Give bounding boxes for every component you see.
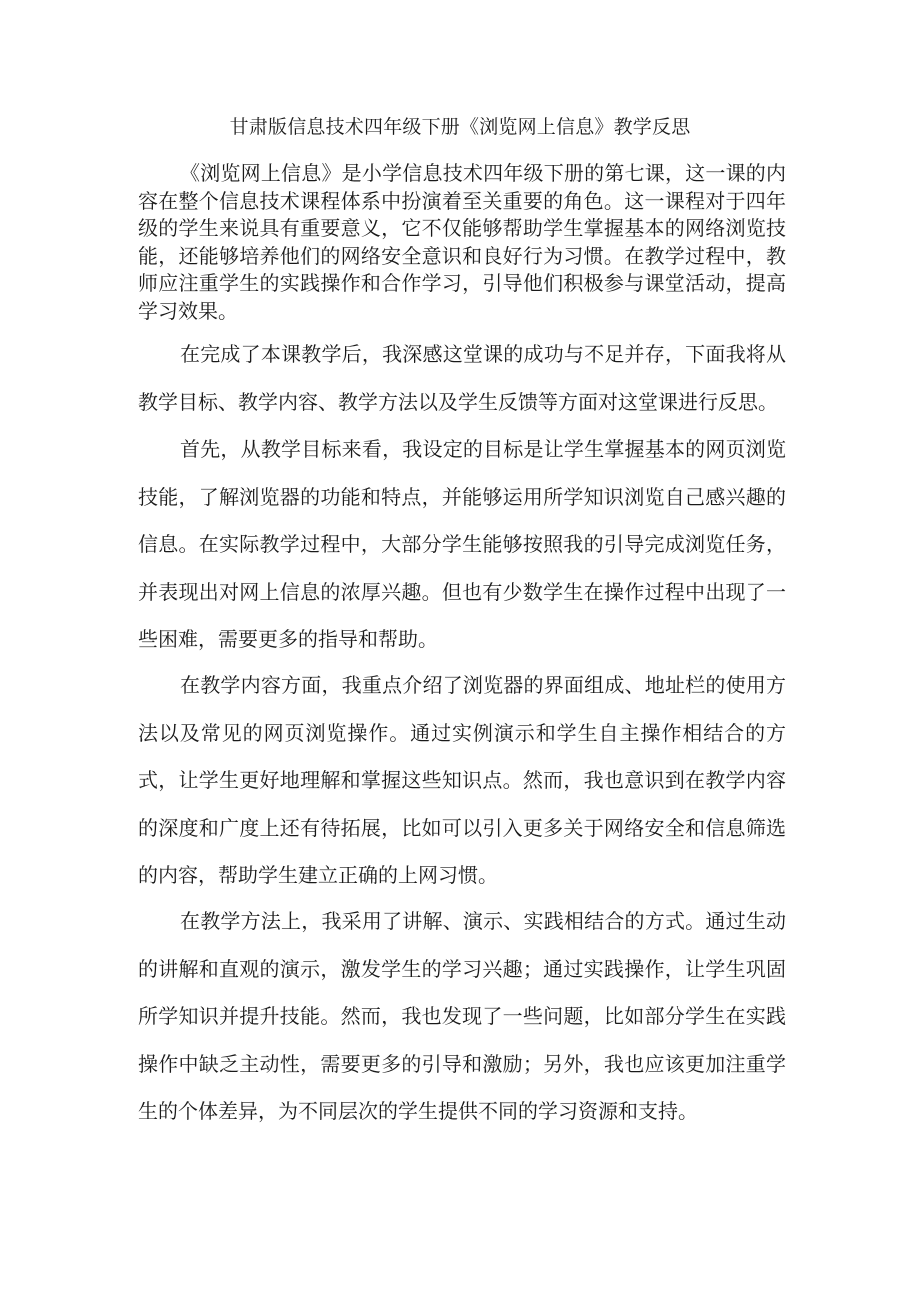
paragraph-teaching-goals: 首先，从教学目标来看，我设定的目标是让学生掌握基本的网页浏览技能，了解浏览器的功能和特点，并能够运用所学知识浏览自己感兴趣的信息。在实际教学过程中，大部分学生能够按照我的引导完成浏览任务，并表现出对网上信息的浓厚兴趣。但也有少数学生在操作过程中出现了一些困难，需要更多的指导和帮助。	[138, 437, 786, 651]
paragraph-teaching-content: 在教学内容方面，我重点介绍了浏览器的界面组成、地址栏的使用方法以及常见的网页浏览操作。通过实例演示和学生自主操作相结合的方式，让学生更好地理解和掌握这些知识点。然而，我也意识到在教学内容的深度和广度上还有待拓展，比如可以引入更多关于网络安全和信息筛选的内容，帮助学生建立正确的上网习惯。	[138, 673, 786, 887]
paragraph-overview: 在完成了本课教学后，我深感这堂课的成功与不足并存，下面我将从教学目标、教学内容、教学方法以及学生反馈等方面对这堂课进行反思。	[138, 342, 786, 414]
paragraph-teaching-methods: 在教学方法上，我采用了讲解、演示、实践相结合的方式。通过生动的讲解和直观的演示，激发学生的学习兴趣；通过实践操作，让学生巩固所学知识并提升技能。然而，我也发现了一些问题，比如部分学生在实践操作中缺乏主动性，需要更多的引导和激励；另外，我也应该更加注重学生的个体差异，为不同层次的学生提供不同的学习资源和支持。	[138, 909, 786, 1123]
document-title: 甘肃版信息技术四年级下册《浏览网上信息》教学反思	[229, 116, 691, 138]
paragraph-intro: 《浏览网上信息》是小学信息技术四年级下册的第七课，这一课的内容在整个信息技术课程体系中扮演着至关重要的角色。这一课程对于四年级的学生来说具有重要意义，它不仅能够帮助学生掌握基本的网络浏览技能，还能够培养他们的网络安全意识和良好行为习惯。在教学过程中，教师应注重学生的实践操作和合作学习，引导他们积极参与课堂活动，提高学习效果。	[138, 161, 786, 323]
